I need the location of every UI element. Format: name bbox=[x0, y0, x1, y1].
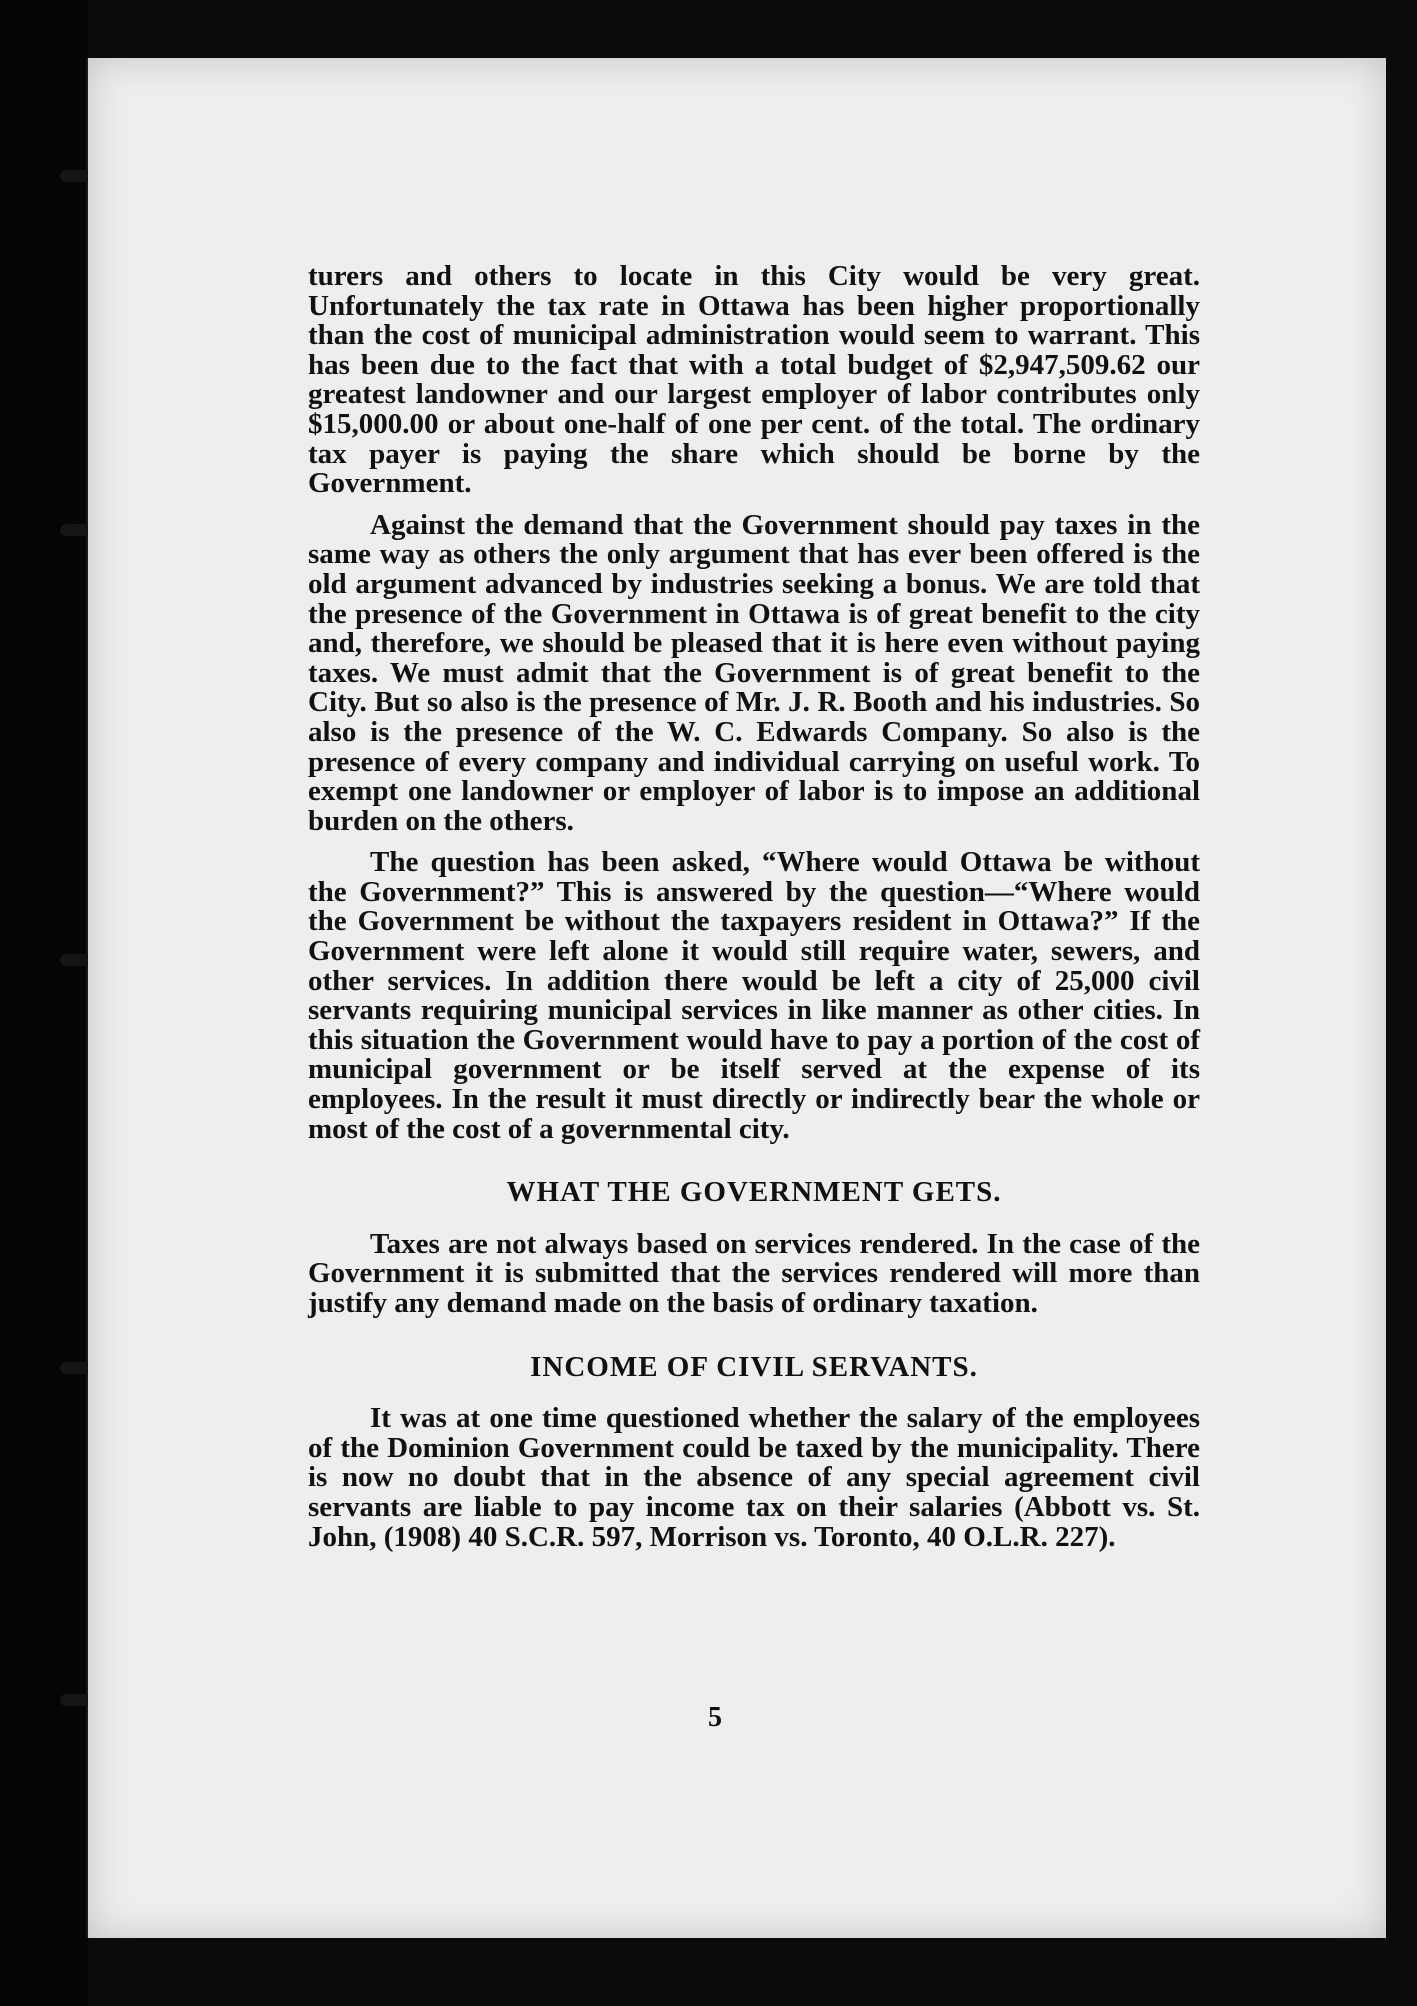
paragraph-taxes: Taxes are not always based on services rendered. In the case of the Government it is submitted that the services rendered will more than justify any demand made on the basis of ordinary taxation. bbox=[308, 1227, 1200, 1319]
page-text bbox=[308, 262, 1200, 1564]
section-heading-government-gets: WHAT THE GOVERNMENT GETS. bbox=[506, 1176, 1002, 1209]
page-number: 5 bbox=[708, 1702, 722, 1733]
paragraph-income: It was at one time questioned whether the salary of the employees of the Dominion Government could be taxed by the municipality. There is now no doubt that in the absence of any special agreement civil servants are liable to pay income tax on their salaries (Abbott vs. St. John, (1908) 40 S.C.R. 597, Morrison vs. Toronto, 40 O.L.R. 227). bbox=[308, 1402, 1200, 1553]
paragraph-argument: Against the demand that the Government should pay taxes in the same way as others the only argument that has ever been offered is the old argument advanced by industries seeking a bonus. We are told that the presence of the Government in Ottawa is of great benefit to the city and, therefore, we should be pleased that it is here even without paying taxes. We must admit that the Government is of great benefit to the City. But so also is the presence of Mr. J. R. Booth and his industries. So also is the presence of the W. C. Edwards Company. So also is the presence of every company and individual carrying on useful work. To exempt one landowner or employer of labor is to impose an additional burden on the others. bbox=[308, 508, 1200, 837]
paragraph-continued: turers and others to locate in this City would be very great. Unfortunately the tax rate in Ottawa has been higher proportionally than the cost of municipal administration would seem to warrant. This has been due to the fact that with a total budget of $2,947,509.62 our greatest landowner and our largest employer of labor contributes only $15,000.00 or about one-half of one per cent. of the total. The ordinary tax payer is paying the share which should be borne by the Government. bbox=[308, 260, 1200, 500]
section-heading-civil-servants: INCOME OF CIVIL SERVANTS. bbox=[530, 1350, 978, 1383]
paragraph-question: The question has been asked, “Where would Ottawa be without the Government?” This is answered by the question—“Where would the Government be without the taxpayers resident in Ottawa?” If the Government were left alone it would still require water, sewers, and other services. In addition there would be left a city of 25,000 civil servants requiring municipal services in like manner as other cities. In this situation the Government would have to pay a portion of the cost of municipal government or be itself served at the expense of its employees. In the result it must directly or indirectly bear the whole or most of the cost of a governmental city. bbox=[308, 846, 1200, 1145]
